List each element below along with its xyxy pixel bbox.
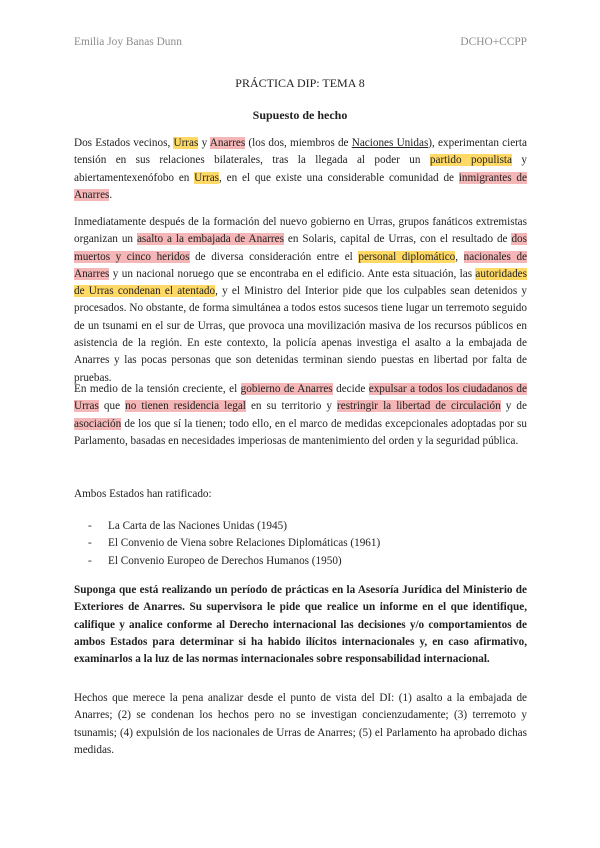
document-title: PRÁCTICA DIP: TEMA 8 — [235, 76, 365, 90]
paragraph-events — [74, 214, 527, 387]
paragraph-facts: Hechos que merece la pena analizar desde el punto de vista del DI: (1) asalto a la embajada de Anarres; (2) se condenan los hechos pero no se investigan concienzudamente; (3) terremoto y tsunamis; (4) expulsión de los nacionales de Urras de Anarres; (5) el Parlamento ha aprobado dichas medidas. — [74, 692, 527, 756]
list-item — [88, 553, 380, 570]
list-dash: - — [88, 537, 92, 550]
highlight-inmigrantes: inmigrantes de Anarres — [74, 171, 527, 201]
paragraph-assignment: Suponga que está realizando un período de prácticas en la Asesoría Jurídica del Ministerio de Exteriores de Anarres. Su supervisora le pide que realice un informe en el que identifique, califique y analice conforme al Derecho internacional las decisiones y/o comportamientos de ambos Estados para determinar si ha habido ilícitos internacionales y, en caso afirmativo, examinarlos a la luz de las normas internacionales sobre responsabilidad internacional. — [74, 584, 527, 666]
text-span: Inmediatamente después de la formación del nuevo gobierno en Urras, grupos fanáticos extremistas organizan un — [74, 216, 527, 246]
text-span: que — [98, 400, 126, 413]
highlight-anarres: Anarres — [209, 137, 246, 149]
text-span: En medio de la tensión creciente, el — [74, 383, 241, 395]
paragraph-ratified: Ambos Estados han ratificado: — [74, 488, 212, 500]
highlight-no-residencia: no tienen residencia legal — [125, 400, 246, 413]
text-span: en Solaris, capital de Urras, con el resultado de — [283, 233, 512, 246]
text-span: de diversa consideración entre el — [189, 250, 359, 263]
list-dash: - — [88, 554, 92, 567]
section-subtitle: Supuesto de hecho — [252, 108, 348, 122]
underlined-naciones-unidas: Naciones Unidas — [351, 137, 429, 149]
text-span: ), experimentan cierta tensión en sus relaciones bilaterales, tras la llegada al poder un — [74, 137, 527, 167]
text-span: decide — [332, 383, 369, 395]
text-span: . — [109, 188, 113, 201]
text-span: Dos Estados vecinos, — [74, 137, 174, 149]
text-span: (los dos, miembros de — [245, 137, 352, 149]
paragraph-tension — [74, 381, 527, 450]
text-span: , — [455, 250, 464, 263]
text-span: y un nacional noruego que se encontraba en el edificio. Ante esta situación, las — [109, 267, 476, 280]
text-span: y de — [500, 400, 527, 413]
list-item — [88, 535, 380, 552]
text-span: de los que sí la tienen; todo ello, en el marco de medidas excepcionales adoptadas por su Parlamento, basadas en necesidades imperiosas de mantenimiento del orden y la seguridad pública. — [74, 417, 527, 447]
highlight-restringir: restringir la libertad de circulación — [337, 400, 501, 413]
treaty-name: El Convenio de Viena sobre Relaciones Diplomáticas (1961) — [108, 537, 381, 550]
text-span: , y el Ministro del Interior pide que los culpables sean detenidos y procesados. No obstante, de forma simultánea a todos estos sucesos tiene lugar un terremoto seguido de un tsunami en el sur de Urras, que provoca una movilización masiva de los recursos públicos en asistencia de la región. En este contexto, la policía apenas investiga el asalto a la embajada de Anarres y las pocas personas que son detenidas terminan siendo puestas en libertad por falta de pruebas. — [74, 285, 527, 384]
highlight-asociacion: asociación — [74, 417, 122, 430]
author-name: Emilia Joy Banas Dunn — [74, 36, 182, 48]
highlight-autoridades-condenan: autoridades de Urras condenan el atentado — [74, 267, 527, 298]
highlight-partido-populista: partido populista — [429, 154, 512, 167]
highlight-nacionales-anarres: nacionales de Anarres — [74, 250, 527, 280]
highlight-gobierno-anarres: gobierno de Anarres — [240, 383, 333, 395]
highlight-muertos-heridos: dos muertos y cinco heridos — [74, 233, 527, 263]
highlight-expulsar: expulsar a todos los ciudadanos de Urras — [74, 383, 527, 413]
highlight-urras: Urras — [173, 137, 199, 149]
text-span: , en el que existe una considerable comunidad de — [219, 171, 459, 184]
treaty-list — [88, 518, 380, 570]
text-span: en su territorio y — [245, 400, 338, 413]
text-span: y abiertamentexenófobo en — [74, 154, 527, 184]
list-item — [88, 518, 380, 535]
highlight-urras-2: Urras — [194, 171, 220, 184]
course-code: DCHO+CCPP — [460, 36, 527, 48]
text-span: y — [198, 137, 210, 149]
paragraph-context — [74, 135, 527, 204]
highlight-personal-diplomatico: personal diplomático — [358, 250, 456, 263]
highlight-asalto: asalto a la embajada de Anarres — [136, 233, 284, 246]
treaty-name: La Carta de las Naciones Unidas (1945) — [108, 520, 287, 532]
list-dash: - — [88, 520, 92, 532]
treaty-name: El Convenio Europeo de Derechos Humanos (1950) — [108, 554, 342, 567]
